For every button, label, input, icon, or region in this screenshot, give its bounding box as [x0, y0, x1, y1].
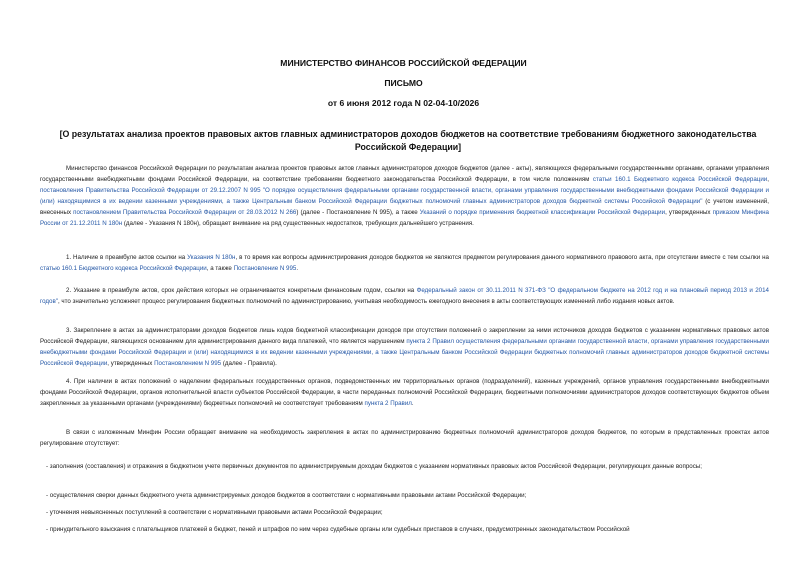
- link-rules-item-2[interactable]: пункта 2 Правил осуществления федеральными органами государственной власти, органами управления государственными внебюджетными фондами Российской Федерации и (или) находящимися в их ведении казенными учреждениями, а также Центральным банком Российской Федерации бюджетных полномочий главных администраторов доходов бюджетной системы Российской Федерации: [40, 338, 769, 368]
- list-item: - принудительного взыскания с плательщиков платежей в бюджет, пеней и штрафов по ним через судебные органы или судебных приставов в случаях, предусмотренных законодательством Российской: [46, 526, 630, 533]
- paragraph-2: 2. Указание в преамбуле актов, срок действия которых не ограничивается конкретным финансовым годом, ссылки на Федеральный закон от 30.11.2011 N 371-ФЗ "О федеральном бюджете на 2012 год и на плановый период 2013 и 2014 годов", что значительно усложняет процесс регулирования бюджетных полномочий по администрированию, учитывая необходимость ежегодного внесения в акты соответствующих изменений либо издания новых актов.: [40, 287, 770, 306]
- link-guidelines-180n[interactable]: Указания N 180н: [187, 254, 236, 261]
- paragraph-4: 4. При наличии в актах положений о наделении федеральных государственных органов, подведомственных им территориальных органов (подразделений), казенных учреждений, органов управления государственными внебюджетными фондами Российской Федерации, органов исполнительной власти субъектов Российской Федерации, в части переданных полномочий Российской Федерации, бюджетными полномочиями администраторов доходов соответствующих бюджетов объем закрепленных за указанными органами (учреждениями) бюджетных полномочий не соответствует требованиям пункта 2 Правил.: [40, 378, 769, 408]
- paragraph-3: 3. Закрепление в актах за администраторами доходов бюджетов лишь кодов бюджетной классификации доходов при отсутствии положений о закреплении за ними источников доходов бюджетов с указанием нормативных правовых актов Российской Федерации, являющихся основанием для администрирования данного вида платежей, что является нарушением пункта 2 Правил осуществления федеральными органами государственной власти, органами управления государственными внебюджетными фондами Российской Федерации и (или) находящимися в их ведении казенными учреждениями, а также Центральным банком Российской Федерации бюджетных полномочий главных администраторов доходов бюджетной системы Российской Федерации, утвержденных Постановлением N 995 (далее - Правила).: [40, 327, 769, 368]
- link-federal-law-371[interactable]: Федеральный закон от 30.11.2011 N 371-ФЗ "О федеральном бюджете на 2012 год и на плановый период 2013 и 2014 годов": [40, 287, 770, 306]
- list-item: - уточнения невыясненных поступлений в соответствии с нормативными правовыми актами Российской Федерации;: [46, 509, 383, 516]
- link-article-160-1[interactable]: статьи 160.1 Бюджетного кодекса Российской Федерации: [592, 176, 768, 184]
- link-rules-item-2[interactable]: пункта 2 Правил: [364, 400, 412, 408]
- intro-paragraph: Министерство финансов Российской Федерации по результатам анализа проектов правовых актов главных администраторов доходов бюджетов (далее - акты), являющихся федеральными государственными органами, органами управления государственными внебюджетными фондами Российской Федерации, на соответствие требованиям бюджетного законодательства Российской Федерации, в том числе положениям статьи 160.1 Бюджетного кодекса Российской Федерации, постановления Правительства Российской Федерации от 29.12.2007 N 995 "О порядке осуществления федеральными органами государственной власти, органами управления государственными внебюджетными фондами Российской Федерации и (или) находящимися в их ведении казенными учреждениями, а также Центральным банком Российской Федерации бюджетных полномочий главных администраторов доходов бюджетной системы Российской Федерации" (с учетом изменений, внесенных постановлением Правительства Российской Федерации от 28.03.2012 N 266) (далее - Постановление N 995), а также Указаний о порядке применения бюджетной классификации Российской Федерации, утвержденных приказом Минфина России от 21.12.2011 N 180н (далее - Указания N 180н), обращает внимание на ряд существенных недостатков, требующих дальнейшего устранения.: [40, 165, 769, 228]
- link-order-180n[interactable]: приказом Минфина России от 21.12.2011 N 180н: [40, 209, 769, 228]
- link-article-160-1[interactable]: статью 160.1 Бюджетного кодекса Российской Федерации: [40, 265, 207, 273]
- link-resolution-995[interactable]: Постановление N 995: [233, 265, 297, 273]
- link-resolution-995[interactable]: постановления Правительства Российской Федерации от 29.12.2007 N 995 "О порядке осуществления федеральными органами государственной власти, органами управления государственными внебюджетными фондами Российской Федерации и (или) находящимися в их ведении казенными учреждениями, а также Центральным банком Российской Федерации бюджетных полномочий главных администраторов доходов бюджетной системы Российской Федерации": [40, 187, 769, 206]
- paragraph-1: 1. Наличие в преамбуле актов ссылки на Указания N 180н, в то время как вопросы администрирования доходов бюджетов не являются предметом регулирования данного нормативного правового акта, при отсутствии вместе с тем ссылки на статью 160.1 Бюджетного кодекса Российской Федерации, а также Постановление N 995.: [40, 254, 769, 273]
- ministry-title: МИНИСТЕРСТВО ФИНАНСОВ РОССИЙСКОЙ ФЕДЕРАЦИИ: [280, 58, 527, 68]
- list-item: - заполнения (составления) и отражения в бюджетном учете первичных документов по администрируемым доходам бюджетов с указанием нормативных правовых актов Российской Федерации, регулирующих данные вопросы;: [46, 463, 702, 470]
- document-date-number: от 6 июня 2012 года N 02-04-10/2026: [327, 98, 480, 108]
- link-resolution-266[interactable]: постановлением Правительства Российской Федерации от 28.03.2012 N 266: [73, 209, 297, 217]
- link-resolution-995[interactable]: Постановлением N 995: [154, 360, 222, 368]
- list-item: - осуществления сверки данных бюджетного учета администрируемых доходов бюджетов в соответствии с нормативными правовыми актами Российской Федерации;: [46, 492, 527, 499]
- document-subject: [О результатах анализа проектов правовых актов главных администраторов доходов бюджетов на соответствие требованиям бюджетного законодательства Российской Федерации]: [59, 129, 757, 152]
- paragraph-5: В связи с изложенным Минфин России обращает внимание на необходимость закрепления в актах по администрированию бюджетных полномочий администраторов доходов бюджетов, по которым в представленных проектах актов регулирование отсутствует:: [40, 429, 769, 448]
- document-type: ПИСЬМО: [384, 78, 423, 88]
- link-classification-guidelines[interactable]: Указаний о порядке применения бюджетной классификации Российской Федерации: [419, 209, 666, 217]
